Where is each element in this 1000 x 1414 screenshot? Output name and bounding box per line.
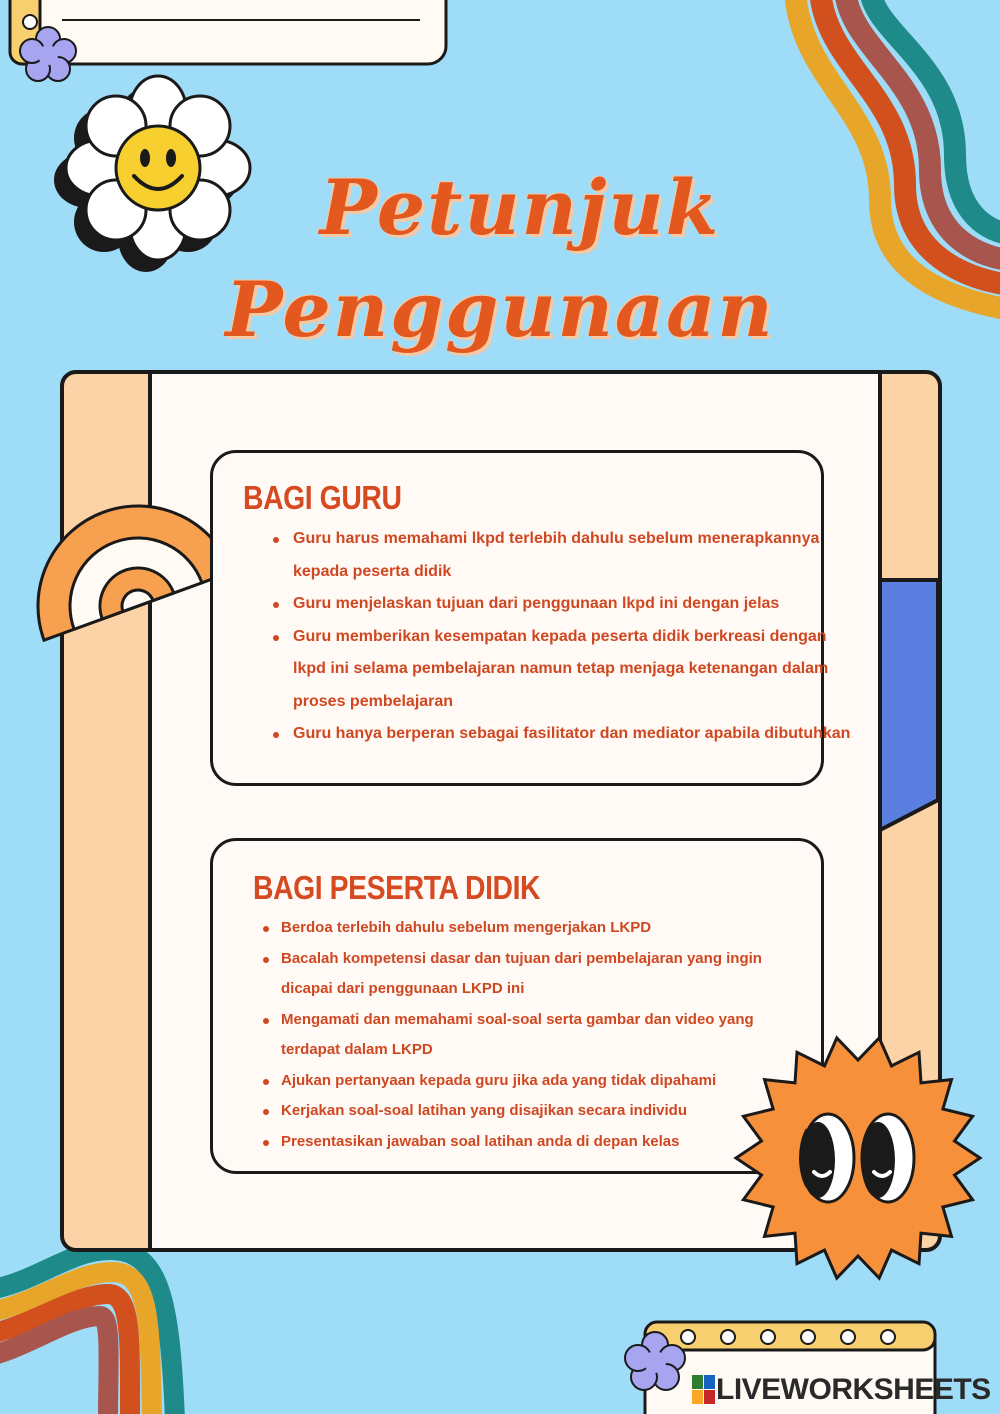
watermark-text: LIVEWORKSHEETS <box>716 1373 991 1406</box>
list-item: Bacalah kompetensi dasar dan tujuan dari pembelajaran yang ingin dicapai dari penggunaan LKPD ini <box>253 944 809 1005</box>
list-item: Guru hanya berperan sebagai fasilitator dan mediator apabila dibutuhkan <box>243 718 853 751</box>
list-item: Guru memberikan kesempatan kepada peserta didik berkreasi dengan lkpd ini selama pembelajaran namun tetap menjaga ketenangan dalam proses pembelajaran <box>243 621 853 719</box>
liveworksheets-watermark <box>692 1370 991 1410</box>
guru-instructions-card <box>210 450 851 786</box>
page-title-line1: Petunjuk <box>319 163 721 252</box>
list-item: Berdoa terlebih dahulu sebelum mengerjakan LKPD <box>253 913 809 944</box>
peserta-heading: BAGI PESERTA DIDIK <box>253 869 541 906</box>
list-item: Ajukan pertanyaan kepada guru jika ada yang tidak dipahami <box>253 1066 809 1097</box>
list-item: Presentasikan jawaban soal latihan anda di depan kelas <box>253 1127 809 1158</box>
list-item: Mengamati dan memahami soal-soal serta gambar dan video yang terdapat dalam LKPD <box>253 1005 809 1066</box>
list-item: Guru menjelaskan tujuan dari penggunaan lkpd ini dengan jelas <box>243 588 853 621</box>
guru-list <box>243 523 851 751</box>
list-item: Guru harus memahami lkpd terlebih dahulu sebelum menerapkannya kepada peserta didik <box>243 523 853 588</box>
list-item: Kerjakan soal-soal latihan yang disajikan secara individu <box>253 1096 809 1127</box>
guru-heading: BAGI GURU <box>243 479 402 516</box>
rainbow-wave-top-right <box>795 0 1000 310</box>
peserta-list <box>253 913 781 1157</box>
liveworksheets-logo-icon <box>692 1375 716 1405</box>
peserta-instructions-card <box>210 838 824 1174</box>
page-title-line2: Penggunaan <box>225 265 775 354</box>
rainbow-wave-bottom-left <box>0 1250 175 1414</box>
